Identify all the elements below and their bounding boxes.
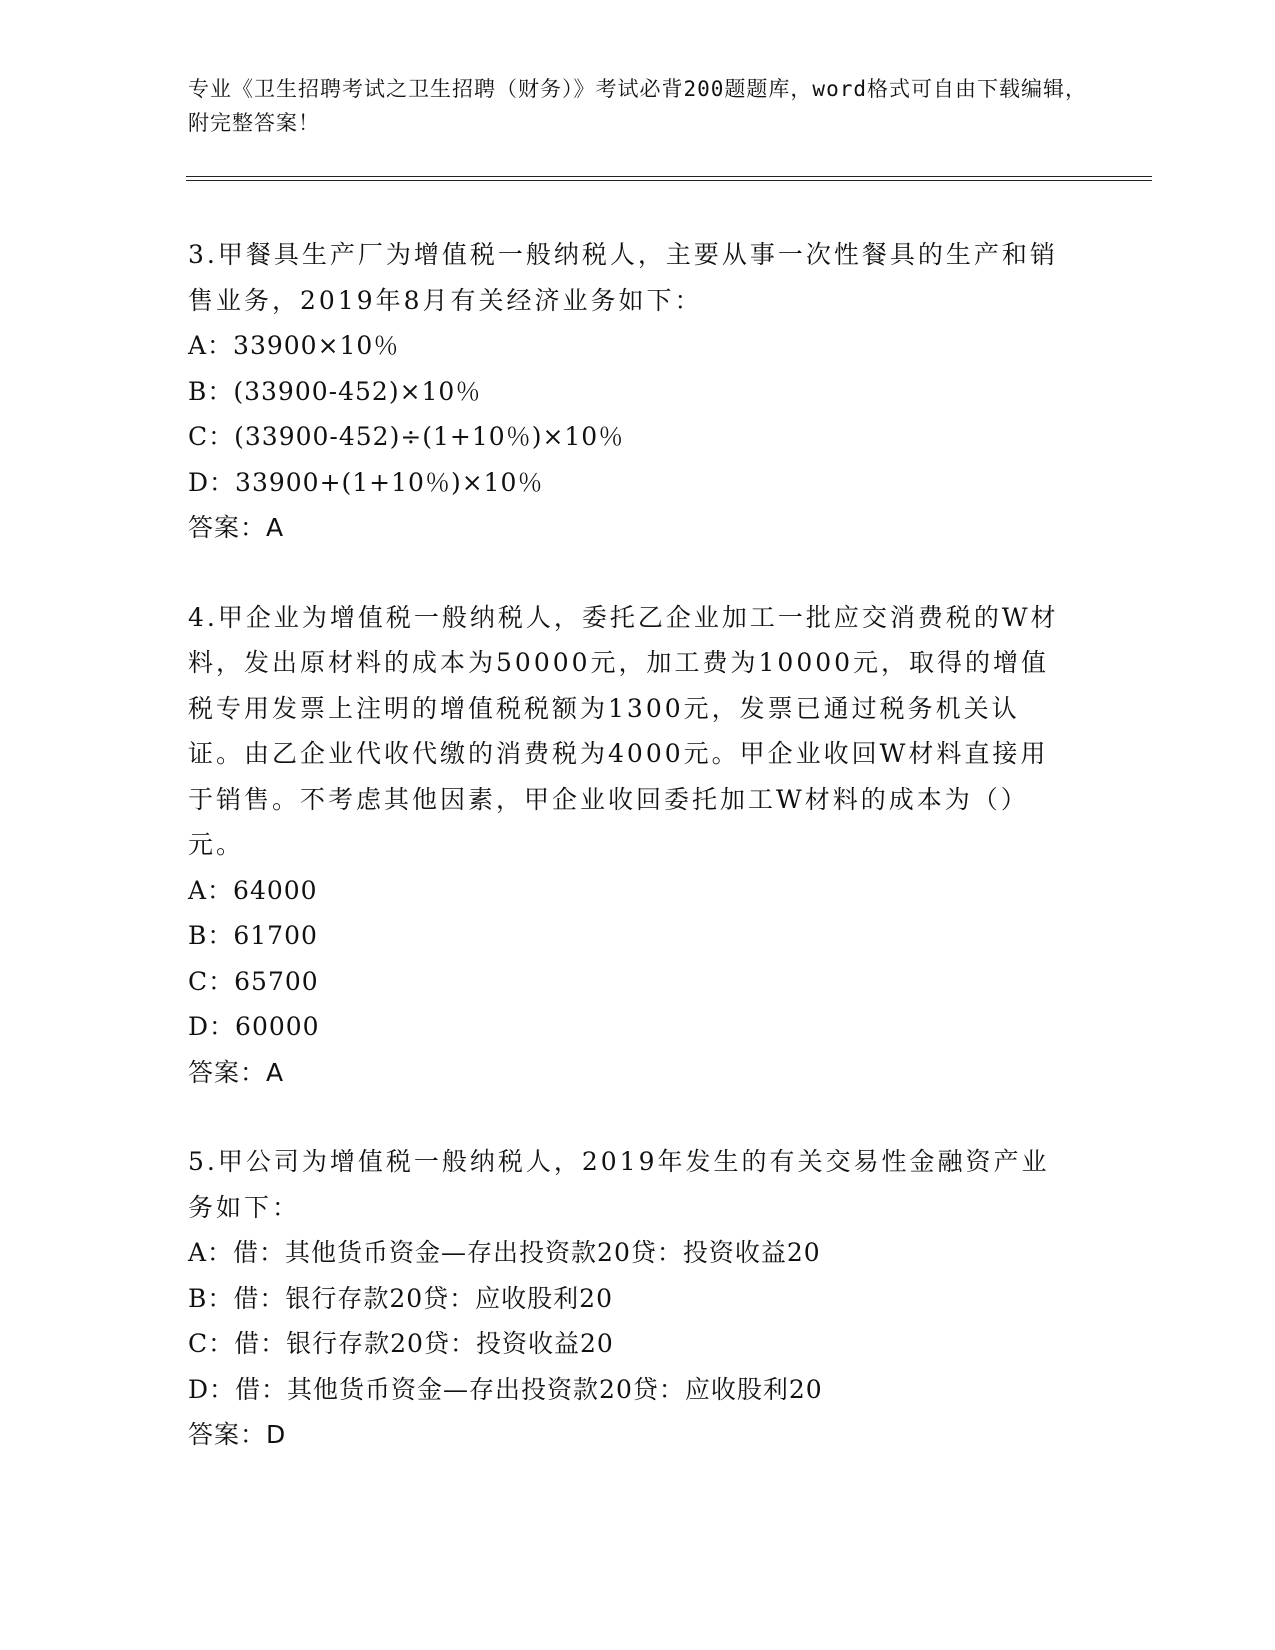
question-stem: 5.甲公司为增值税一般纳税人，2019年发生的有关交易性金融资产业务如下：: [188, 1147, 1050, 1222]
document-header: 专业《卫生招聘考试之卫生招聘（财务）》考试必背200题题库，word格式可自由下载编辑，附完整答案！: [188, 77, 1087, 135]
option-b: B：借：银行存款20贷：应收股利20: [188, 1283, 613, 1313]
option-a: A：33900×10％: [188, 331, 400, 360]
option-a: A：借：其他货币资金—存出投资款20贷：投资收益20: [188, 1238, 821, 1267]
question-5: [188, 1139, 1068, 1458]
option-d: D：借：其他货币资金—存出投资款20贷：应收股利20: [188, 1374, 823, 1404]
option-c: C：借：银行存款20贷：投资收益20: [188, 1329, 614, 1358]
option-b: B：61700: [188, 921, 318, 950]
answer-line: 答案：D: [188, 1420, 287, 1449]
option-d: D：33900+(1+10％)×10％: [188, 467, 544, 497]
question-stem: 4.甲企业为增值税一般纳税人，委托乙企业加工一批应交消费税的W材料，发出原材料的成本为50000元，加工费为10000元，取得的增值税专用发票上注明的增值税税额为1300元，发票已通过税务机关认证。由乙企业代收代缴的消费税为4000元。甲企业收回W材料直接用于销售。不考虑其他因素，甲企业收回委托加工W材料的成本为（）元。: [188, 602, 1059, 859]
option-a: A：64000: [188, 875, 318, 905]
option-c: C：(33900-452)÷(1+10％)×10％: [188, 422, 625, 451]
option-b: B：(33900-452)×10％: [188, 376, 482, 406]
header-divider: [186, 176, 1152, 181]
option-d: D：60000: [188, 1012, 320, 1041]
option-c: C：65700: [188, 966, 319, 996]
answer-line: 答案：A: [188, 1057, 285, 1087]
question-stem: 3.甲餐具生产厂为增值税一般纳税人，主要从事一次性餐具的生产和销售业务，2019年8月有关经济业务如下：: [188, 240, 1058, 315]
answer-line: 答案：A: [188, 513, 285, 542]
question-4: [188, 595, 1068, 1096]
question-list: [188, 232, 1068, 1502]
question-3: [188, 232, 1068, 551]
